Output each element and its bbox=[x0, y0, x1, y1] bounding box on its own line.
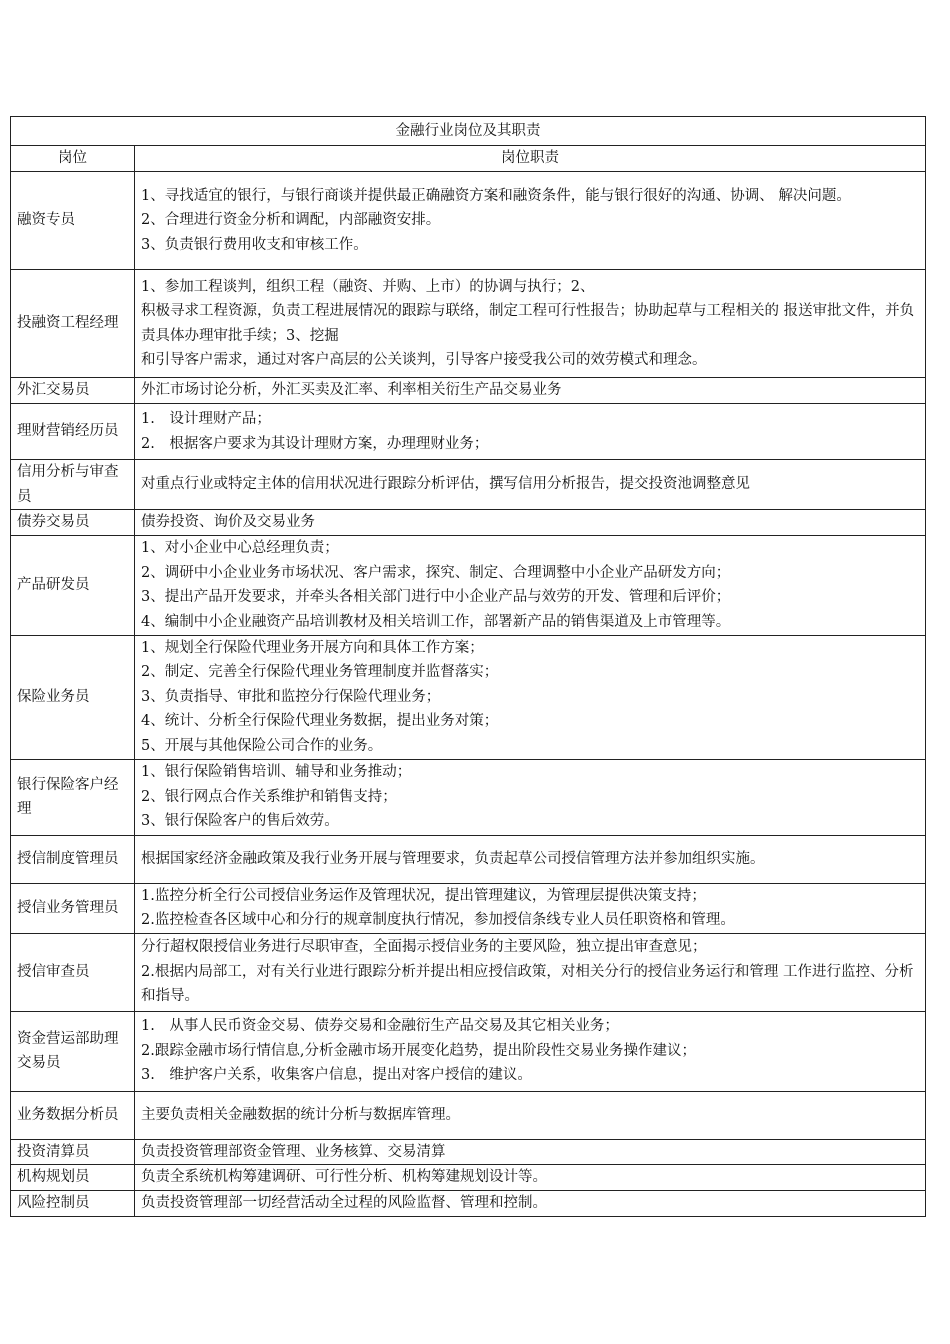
duty-line: 主要负责相关金融数据的统计分析与数据库管理。 bbox=[141, 1106, 460, 1123]
position-cell: 授信制度管理员 bbox=[11, 835, 135, 883]
duty-line: 负责全系统机构筹建调研、可行性分析、机构筹建规划设计等。 bbox=[141, 1169, 547, 1185]
table-row bbox=[11, 535, 926, 635]
duty-cell bbox=[135, 460, 926, 510]
duty-line: 1.监控分析全行公司授信业务运作及管理状况，提出管理建议，为管理层提供决策支持； bbox=[141, 887, 706, 904]
table-row bbox=[11, 510, 926, 536]
position-cell: 机构规划员 bbox=[11, 1165, 135, 1191]
table-row bbox=[11, 759, 926, 835]
duty-cell bbox=[135, 1139, 926, 1165]
duty-line: 负责投资管理部一切经营活动全过程的风险监督、管理和控制。 bbox=[141, 1194, 547, 1211]
table-row bbox=[11, 1190, 926, 1216]
duty-line: 分行超权限授信业务进行尽职审查，全面揭示授信业务的主要风险，独立提出审查意见； bbox=[141, 939, 707, 956]
table-row bbox=[11, 1165, 926, 1191]
position-cell: 业务数据分析员 bbox=[11, 1091, 135, 1139]
duty-line: 1、参加工程谈判，组织工程（融资、并购、上市）的协调与执行；2、 bbox=[141, 278, 595, 295]
duty-line: 负责投资管理部资金管理、业务核算、交易清算 bbox=[141, 1143, 446, 1160]
position-cell: 外汇交易员 bbox=[11, 378, 135, 404]
position-cell: 投资清算员 bbox=[11, 1139, 135, 1165]
table-row bbox=[11, 1139, 926, 1165]
duty-cell bbox=[135, 933, 926, 1011]
table-row bbox=[11, 172, 926, 270]
position-cell: 信用分析与审查员 bbox=[11, 460, 135, 510]
duty-line: 2、银行网点合作关系维护和销售支持； bbox=[141, 788, 397, 805]
duty-cell bbox=[135, 1165, 926, 1191]
duty-cell bbox=[135, 404, 926, 460]
table-title-row bbox=[11, 117, 926, 146]
duty-line: 5、开展与其他保险公司合作的业务。 bbox=[141, 737, 383, 754]
position-cell: 资金营运部助理交易员 bbox=[11, 1011, 135, 1091]
duty-line: 4、编制中小企业融资产品培训教材及相关培训工作，部署新产品的销售渠道及上市管理等。 bbox=[141, 613, 731, 630]
duty-line: 2、制定、完善全行保险代理业务管理制度并监督落实； bbox=[141, 664, 499, 681]
duty-line: 对重点行业或特定主体的信用状况进行跟踪分析评估，撰写信用分析报告，提交投资池调整意见 bbox=[141, 476, 750, 493]
duty-cell bbox=[135, 1190, 926, 1216]
duty-line: 积极寻求工程资源，负责工程进展情况的跟踪与联络，制定工程可行性报告；协助起草与工程相关的 报送审批文件，并负责具体办理审批手续；3、挖掘 bbox=[141, 303, 915, 344]
duty-line: 3、提出产品开发要求，并牵头各相关部门进行中小企业产品与效劳的开发、管理和后评价； bbox=[141, 589, 731, 605]
table-title: 金融行业岗位及其职责 bbox=[11, 117, 926, 146]
duty-cell bbox=[135, 883, 926, 933]
duty-line: 2.根据内局部工，对有关行业进行跟踪分析并提出相应授信政策，对相关分行的授信业务运行和管理 工作进行监控、分析和指导。 bbox=[141, 963, 914, 1005]
duty-cell bbox=[135, 759, 926, 835]
duty-line: 4、统计、分析全行保险代理业务数据，提出业务对策； bbox=[141, 713, 499, 730]
position-cell: 产品研发员 bbox=[11, 535, 135, 635]
duty-line: 3、负责银行费用收支和审核工作。 bbox=[141, 236, 368, 253]
duty-line: 3. 维护客户关系，收集客户信息，提出对客户授信的建议。 bbox=[141, 1067, 532, 1084]
duty-line: 根据国家经济金融政策及我行业务开展与管理要求，负责起草公司授信管理方法并参加组织实施。 bbox=[141, 850, 765, 867]
duty-line: 1. 从事人民币资金交易、债券交易和金融衍生产品交易及其它相关业务； bbox=[141, 1018, 619, 1035]
duty-cell bbox=[135, 635, 926, 759]
duty-cell bbox=[135, 1091, 926, 1139]
duty-line: 1、规划全行保险代理业务开展方向和具体工作方案； bbox=[141, 639, 484, 656]
table-row bbox=[11, 883, 926, 933]
duty-line: 1. 设计理财产品； bbox=[141, 411, 271, 427]
table-row bbox=[11, 404, 926, 460]
duty-line: 外汇市场讨论分析，外汇买卖及汇率、利率相关衍生产品交易业务 bbox=[141, 382, 562, 399]
duty-line: 1、银行保险销售培训、辅导和业务推动； bbox=[141, 764, 412, 781]
header-position: 岗位 bbox=[11, 146, 135, 172]
position-cell: 授信业务管理员 bbox=[11, 883, 135, 933]
duty-line: 2.监控检查各区域中心和分行的规章制度执行情况，参加授信条线专业人员任职资格和管理。 bbox=[141, 912, 735, 928]
duty-line: 2、合理进行资金分析和调配，内部融资安排。 bbox=[141, 212, 441, 229]
position-cell: 授信审查员 bbox=[11, 933, 135, 1011]
job-duties-table bbox=[10, 116, 926, 1217]
position-cell: 银行保险客户经理 bbox=[11, 759, 135, 835]
table-row bbox=[11, 460, 926, 510]
table-row bbox=[11, 835, 926, 883]
duty-cell bbox=[135, 835, 926, 883]
table-row bbox=[11, 378, 926, 404]
duty-cell bbox=[135, 535, 926, 635]
duty-line: 2. 根据客户要求为其设计理财方案，办理理财业务； bbox=[141, 435, 489, 452]
position-cell: 风险控制员 bbox=[11, 1190, 135, 1216]
table-row bbox=[11, 1091, 926, 1139]
duty-line: 2.跟踪金融市场行情信息,分析金融市场开展变化趋势，提出阶段性交易业务操作建议； bbox=[141, 1042, 696, 1059]
duty-line: 1、寻找适宜的银行，与银行商谈并提供最正确融资方案和融资条件，能与银行很好的沟通、协调、 解决问题。 bbox=[141, 187, 851, 204]
table-row bbox=[11, 1011, 926, 1091]
duty-line: 1、对小企业中心总经理负责； bbox=[141, 540, 339, 556]
duty-cell bbox=[135, 1011, 926, 1091]
position-cell: 保险业务员 bbox=[11, 635, 135, 759]
duty-line: 3、负责指导、审批和监控分行保险代理业务； bbox=[141, 688, 441, 705]
table-header-row bbox=[11, 146, 926, 172]
duty-line: 3、银行保险客户的售后效劳。 bbox=[141, 813, 339, 830]
table-row bbox=[11, 270, 926, 378]
duty-line: 债券投资、询价及交易业务 bbox=[141, 514, 315, 530]
table-row bbox=[11, 933, 926, 1011]
duty-cell bbox=[135, 172, 926, 270]
position-cell: 理财营销经历员 bbox=[11, 404, 135, 460]
position-cell: 债券交易员 bbox=[11, 510, 135, 536]
duty-cell bbox=[135, 270, 926, 378]
duty-line: 和引导客户需求，通过对客户高层的公关谈判，引导客户接受我公司的效劳模式和理念。 bbox=[141, 352, 707, 368]
table-row bbox=[11, 635, 926, 759]
duty-cell bbox=[135, 378, 926, 404]
header-duty: 岗位职责 bbox=[135, 146, 926, 172]
position-cell: 投融资工程经理 bbox=[11, 270, 135, 378]
duty-cell bbox=[135, 510, 926, 536]
position-cell: 融资专员 bbox=[11, 172, 135, 270]
duty-line: 2、调研中小企业业务市场状况、客户需求，探究、制定、合理调整中小企业产品研发方向； bbox=[141, 564, 731, 581]
